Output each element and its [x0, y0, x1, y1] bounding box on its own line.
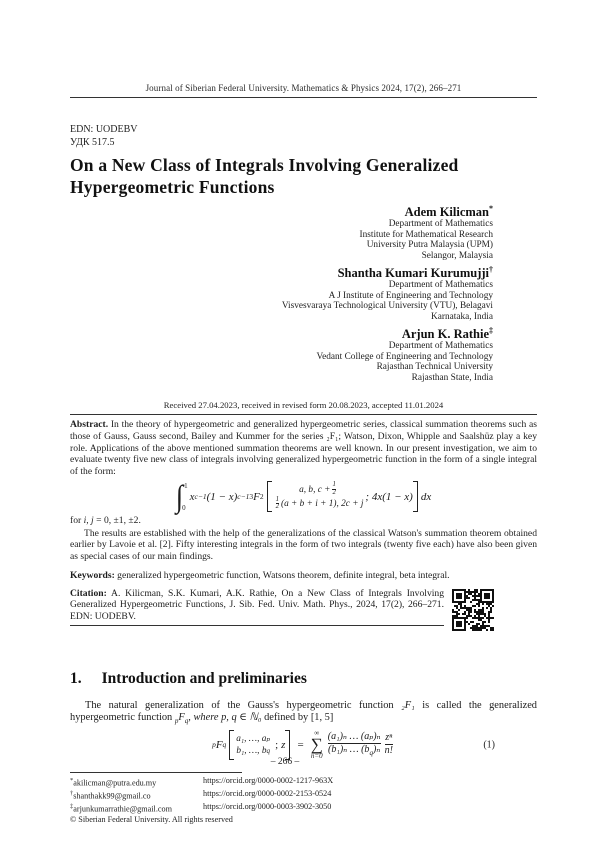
- for-condition-line: for i, j = 0, ±1, ±2.: [70, 514, 141, 526]
- keywords-line: Keywords: generalized hypergeometric function, Watsons theorem, definite integral, beta integral.: [70, 569, 450, 581]
- qr-code: [452, 589, 494, 636]
- citation-block: [70, 588, 537, 636]
- abstract-top-rule: [70, 414, 537, 415]
- footnote-email: arjunkumarrathie@gmail.com: [73, 804, 172, 814]
- footnote-marker: ‡: [489, 326, 493, 336]
- author-affiliation-line: Karnataka, India: [431, 311, 493, 322]
- author-affiliation-line: Department of Mathematics: [388, 219, 493, 230]
- footnote-marker: *: [489, 204, 493, 213]
- footnote-marker: †: [489, 265, 493, 275]
- footnote-orcid: https://orcid.org/0000-0003-3902-3050: [203, 802, 332, 812]
- received-line: Received 27.04.2023, received in revised form 20.08.2023, accepted 11.01.2024: [163, 400, 444, 411]
- integral-sign: ∫: [175, 478, 184, 514]
- copyright-line: © Siberian Federal University. All rights reserved: [70, 815, 233, 825]
- edn-code: EDN: UODEBV: [70, 124, 138, 135]
- footnotes-block: [70, 776, 537, 826]
- author-name: Arjun K. Rathie‡: [401, 326, 493, 342]
- right-bracket: [285, 730, 290, 760]
- author-affiliation-line: Institute for Mathematical Research: [359, 229, 493, 240]
- abstract-paragraph: Abstract. In the theory of hypergeometric and generalized hypergeometric series, classical summation theorems such as those of Gauss, Gauss second, Bailey and Kummer for the series ₂F₁; Watson, Dixon, Whipple and Saalshüz play a key role. Applications of the above mentioned summation theorems are well known. In our present investigation, we aim to evaluate twenty five new class of integrals involving generalized hypergeometric function in the form of a single integral of the form:: [70, 419, 537, 477]
- author-affiliation-line: A J Institute of Engineering and Technology: [328, 290, 493, 301]
- footnote-line: ‡arjunkumarrathie@gmail.com https://orcid.org/0000-0003-3902-3050: [70, 802, 332, 814]
- page-number: – 266 –: [270, 757, 300, 767]
- integral-formula: ∫ 1 0 x c−1 (1 − x) c−1 3 F 2 a, b, c + $\frac{1}{2}$ $\frac{1}{2}$ (a + b + i + 1), 2c + j ; 4x(1 − x) dx: [175, 478, 432, 514]
- footnote-line: †shanthakk99@gmail.co https://orcid.org/0000-0002-2153-0524: [70, 788, 332, 801]
- author-affiliation-line: Vedant College of Engineering and Technology: [316, 351, 493, 362]
- footnote-line: *akilicman@putra.edu.my https://orcid.org/0000-0002-1217-963X: [70, 775, 334, 788]
- footnote-orcid: https://orcid.org/0000-0002-2153-0524: [203, 788, 332, 798]
- author-name: Shantha Kumari Kurumujji†: [337, 265, 493, 281]
- udk-code: УДК 517.5: [70, 136, 115, 148]
- section-heading: [70, 670, 537, 688]
- equation-1: p F q a₁, …, aₚ b₁, …, b q ; z = ∞ ∑ n=0 (a₁)ₙ … (aₚ)ₙ (b₁)ₙ … $(b_q)_n$ zⁿ n! (1): [212, 728, 495, 760]
- author-name: Adem Kilicman*: [404, 204, 493, 220]
- citation-label: Citation:: [70, 587, 107, 599]
- footnote-email: shanthakk99@gmail.co: [73, 791, 151, 801]
- author-affiliation-line: Rajasthan Technical University: [376, 362, 493, 373]
- summation-sign: ∞ ∑ n=0: [310, 728, 323, 760]
- header-rule: [70, 97, 537, 98]
- author-affiliation-line: Selangor, Malaysia: [421, 250, 493, 261]
- abstract-label: Abstract.: [70, 419, 109, 431]
- paper-title: On a New Class of Integrals Involving Generalized Hypergeometric Functions: [70, 155, 459, 197]
- footnote-orcid: https://orcid.org/0000-0002-1217-963X: [203, 775, 334, 785]
- author-affiliation-line: Department of Mathematics: [388, 280, 493, 291]
- author-affiliation-line: University Putra Malaysia (UPM): [366, 240, 493, 251]
- right-bracket: [413, 481, 418, 511]
- section-title: Introduction and preliminaries: [101, 669, 307, 687]
- section-number: 1.: [70, 669, 82, 687]
- footnote-email: akilicman@putra.edu.my: [73, 778, 157, 788]
- intro-paragraph: The natural generalization of the Gauss's hypergeometric function ₂F₁ is called the generalized hypergeometric function $_pF_q$, where p, q ∈ ℕ₀ defined by [1, 5]: [70, 699, 537, 726]
- author-affiliation-line: Visvesvaraya Technological University (VTU), Belagavi: [281, 301, 493, 312]
- journal-header: Journal of Siberian Federal University. Mathematics & Physics 2024, 17(2), 266–271: [145, 83, 462, 93]
- footnote-rule: [70, 772, 242, 773]
- abstract-paragraph-2: The results are established with the help of the generalizations of the classical Watson's summation theorem obtained earlier by Lavoie et al. [2]. Fifty interesting integrals in the form of two integrals (twenty five each) have also been given as special cases of our main findings.: [70, 527, 537, 562]
- author-block: [70, 202, 537, 383]
- citation-text: Citation: A. Kilicman, S.K. Kumari, A.K. Rathie, On a New Class of Integrals Involving Generalized Hypergeometric Functions, J. Sib. Fed. Univ. Math. Phys., 2024, 17(2), 266–271. EDN: UODEBV.: [70, 587, 444, 622]
- citation-rule: [70, 625, 444, 626]
- equation-number: (1): [483, 739, 495, 751]
- author-affiliation-line: Rajasthan State, India: [411, 372, 493, 383]
- keywords-label: Keywords:: [70, 569, 115, 581]
- author-affiliation-line: Department of Mathematics: [388, 341, 493, 352]
